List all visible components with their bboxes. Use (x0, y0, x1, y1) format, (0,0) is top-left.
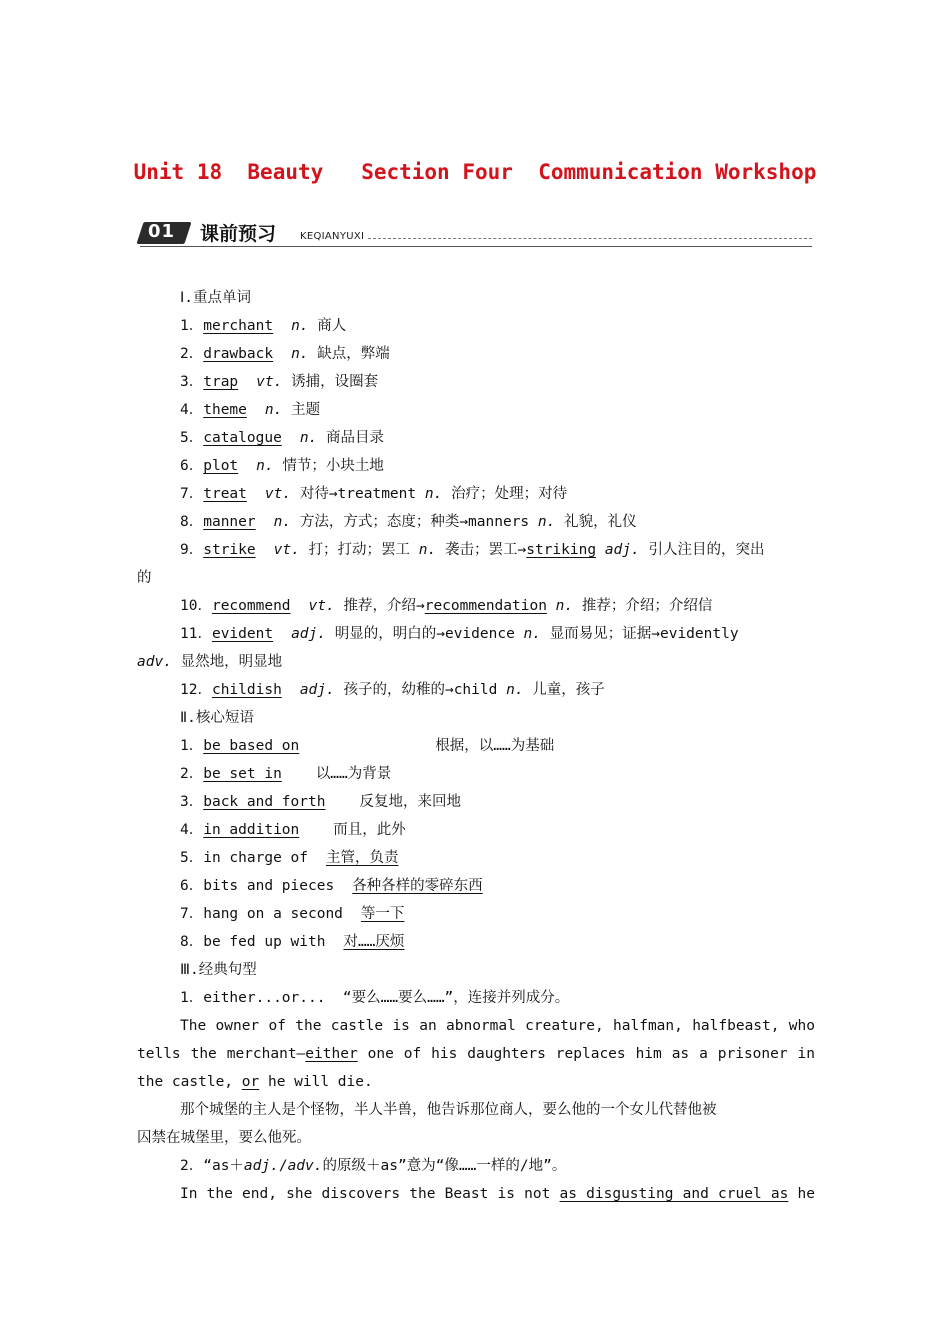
phrase-item (180, 900, 404, 928)
text-run: 2．“as＋ (180, 1158, 244, 1174)
part-of-speech: n. (264, 402, 283, 418)
example-sentence-en (137, 1040, 815, 1068)
item-number: 8． (180, 934, 204, 950)
vocab-item (180, 592, 712, 620)
vocab-word: merchant (203, 318, 274, 334)
vocab-word: strike (203, 542, 256, 558)
text-run: one of his daughters replaces him as a prisoner in (357, 1046, 816, 1062)
section-banner (140, 218, 812, 250)
vocab-meaning: 儿童，孩子 (532, 682, 605, 698)
vocab-item (180, 536, 764, 564)
phrase-item (180, 788, 461, 816)
vocab-item (180, 620, 739, 648)
banner-sublabel: KEQIANYUXI (300, 231, 365, 242)
phrase-text: bits and pieces (203, 878, 335, 894)
vocab-meaning: 明显的，明白的→evidence (334, 626, 515, 642)
section-heading-vocabulary: Ⅰ.重点单词 (180, 290, 252, 306)
part-of-speech: n. (273, 514, 292, 530)
vocab-meaning: 商人 (317, 318, 347, 334)
vocab-meaning: 情节；小块土地 (282, 458, 384, 474)
phrase-text: in addition (203, 822, 300, 838)
vocab-meaning: 孩子的，幼稚的→child (343, 682, 498, 698)
part-of-speech: vt. (264, 486, 292, 502)
phrase-meaning: 以……为背景 (315, 766, 392, 782)
vocab-item (180, 452, 384, 480)
vocab-meaning: 打；打动；罢工 (308, 542, 411, 558)
item-number: 5． (180, 430, 204, 446)
phrase-text: be based on (203, 738, 300, 754)
phrase-meaning: 而且，此外 (333, 822, 406, 838)
sentence-pattern-title (180, 1152, 566, 1180)
vocab-meaning: 推荐；介绍；介绍信 (581, 598, 713, 614)
banner-dashed-line (368, 238, 812, 239)
part-of-speech: n. (424, 486, 443, 502)
text-run: 的原级＋as”意为“像……一样的/地”。 (322, 1158, 567, 1174)
vocab-meaning: 引人注目的，突出 (648, 542, 765, 558)
part-of-speech: n. (291, 346, 309, 362)
part-of-speech: n. (506, 682, 524, 698)
vocab-meaning: 方法，方式；态度；种类→manners (299, 514, 530, 530)
item-number: 1． (180, 318, 204, 334)
highlighted-phrase: as disgusting and cruel as (559, 1186, 789, 1202)
item-number: 12． (180, 682, 212, 698)
vocab-word: plot (203, 458, 239, 474)
phrase-meaning: 对……厌烦 (343, 934, 405, 950)
phrase-item (180, 816, 406, 844)
phrase-meaning: 等一下 (360, 906, 405, 922)
section-heading-sentences: Ⅲ.经典句型 (180, 962, 257, 978)
item-number: 8． (180, 514, 204, 530)
vocab-meaning: 推荐，介绍→ (343, 598, 425, 614)
item-number: 3． (180, 794, 204, 810)
example-sentence-en: The owner of the castle is an abnormal creature, halfman, halfbeast, who (180, 1018, 815, 1034)
vocab-item-continuation (137, 648, 282, 676)
text-run: tells the merchant— (137, 1046, 306, 1062)
item-number: 7． (180, 906, 204, 922)
vocab-word: trap (203, 374, 239, 390)
phrase-item (180, 760, 391, 788)
item-number: 9． (180, 542, 204, 558)
vocab-meaning: 商品目录 (326, 430, 385, 446)
item-number: 2． (180, 766, 204, 782)
vocab-meaning: 主题 (291, 402, 321, 418)
part-of-speech: n. (523, 626, 542, 642)
vocab-item (180, 676, 605, 704)
vocab-word: evident (211, 626, 274, 642)
vocab-meaning: 显然地，明显地 (180, 654, 283, 670)
phrase-text: be fed up with (203, 934, 326, 950)
part-of-speech: n. (555, 598, 574, 614)
part-of-speech: adj. (243, 1158, 279, 1174)
part-of-speech: vt. (256, 374, 283, 390)
vocab-item-continuation: 的 (137, 570, 152, 586)
phrase-text: hang on a second (203, 906, 343, 922)
item-number: 10． (180, 598, 212, 614)
item-number: 6． (180, 878, 204, 894)
vocab-item (180, 480, 567, 508)
vocab-item (180, 396, 320, 424)
vocab-word: treat (203, 486, 247, 502)
page-title: Unit 18 Beauty Section Four Communication Workshop (133, 160, 817, 184)
phrase-item (180, 844, 399, 872)
phrase-meaning: 根据，以……为基础 (435, 738, 555, 754)
phrase-text: in charge of (203, 850, 308, 866)
banner-rule (140, 246, 812, 247)
vocab-item (180, 340, 390, 368)
part-of-speech: n. (256, 458, 274, 474)
vocab-word: drawback (203, 346, 274, 362)
part-of-speech: vt. (308, 598, 335, 614)
vocab-meaning: 对待→treatment (299, 486, 417, 502)
phrase-item (180, 872, 483, 900)
part-of-speech: n. (418, 542, 437, 558)
part-of-speech: adj. (299, 682, 335, 698)
vocab-word: childish (211, 682, 282, 698)
text-run: the castle, (137, 1074, 242, 1090)
sentence-pattern-title: 1．either...or... “要么……要么……”，连接并列成分。 (180, 990, 570, 1006)
item-number: 6． (180, 458, 204, 474)
part-of-speech: adv. (287, 1158, 323, 1174)
phrase-item (180, 928, 404, 956)
vocab-meaning: 礼貌，礼仪 (564, 514, 637, 530)
part-of-speech: n. (291, 318, 309, 334)
item-number: 3． (180, 374, 204, 390)
vocab-meaning: 诱捕，设圈套 (291, 374, 379, 390)
item-number: 11． (180, 626, 212, 642)
example-sentence-en (137, 1068, 815, 1096)
banner-label: 课前预习 (200, 223, 277, 245)
highlighted-word: either (305, 1046, 358, 1062)
text-run: he will die. (259, 1074, 373, 1090)
section-heading-phrases: Ⅱ.核心短语 (180, 710, 254, 726)
vocab-meaning: 缺点，弊端 (317, 346, 390, 362)
phrase-meaning: 各种各样的零碎东西 (352, 878, 483, 894)
highlighted-word: or (241, 1074, 260, 1090)
vocab-meaning: 袭击；罢工→ (445, 542, 527, 558)
part-of-speech: adv. (137, 654, 172, 670)
phrase-meaning: 反复地，来回地 (359, 794, 461, 810)
item-number: 4． (180, 822, 204, 838)
text-run: / (278, 1158, 288, 1174)
example-sentence-zh: 囚禁在城堡里，要么他死。 (137, 1130, 311, 1146)
part-of-speech: vt. (273, 542, 300, 558)
vocab-word: manner (203, 514, 256, 530)
part-of-speech: n. (299, 430, 318, 446)
phrase-text: be set in (203, 766, 282, 782)
banner-number: 01 (148, 221, 176, 242)
vocab-item (180, 424, 384, 452)
item-number: 5． (180, 850, 204, 866)
part-of-speech: adj. (604, 542, 640, 558)
part-of-speech: n. (537, 514, 556, 530)
vocab-word: recommend (211, 598, 291, 614)
vocab-word: catalogue (203, 430, 282, 446)
text-run: he (788, 1186, 815, 1202)
vocab-item (180, 508, 637, 536)
phrase-item (180, 732, 554, 760)
vocab-word: theme (203, 402, 247, 418)
phrase-meaning: 主管，负责 (326, 850, 399, 866)
example-sentence-en (180, 1180, 815, 1208)
item-number: 7． (180, 486, 204, 502)
vocab-item (180, 368, 378, 396)
item-number: 4． (180, 402, 204, 418)
vocab-derived-word: recommendation (424, 598, 547, 614)
example-sentence-zh: 那个城堡的主人是个怪物，半人半兽，他告诉那位商人，要么他的一个女儿代替他被 (180, 1102, 717, 1118)
vocab-meaning: 治疗；处理；对待 (451, 486, 568, 502)
vocab-derived-word: striking (526, 542, 597, 558)
text-run: In the end, she discovers the Beast is not (180, 1186, 560, 1202)
phrase-text: back and forth (203, 794, 326, 810)
item-number: 1． (180, 738, 204, 754)
part-of-speech: adj. (291, 626, 326, 642)
vocab-item (180, 312, 346, 340)
vocab-meaning: 显而易见；证据→evidently (549, 626, 739, 642)
item-number: 2． (180, 346, 204, 362)
